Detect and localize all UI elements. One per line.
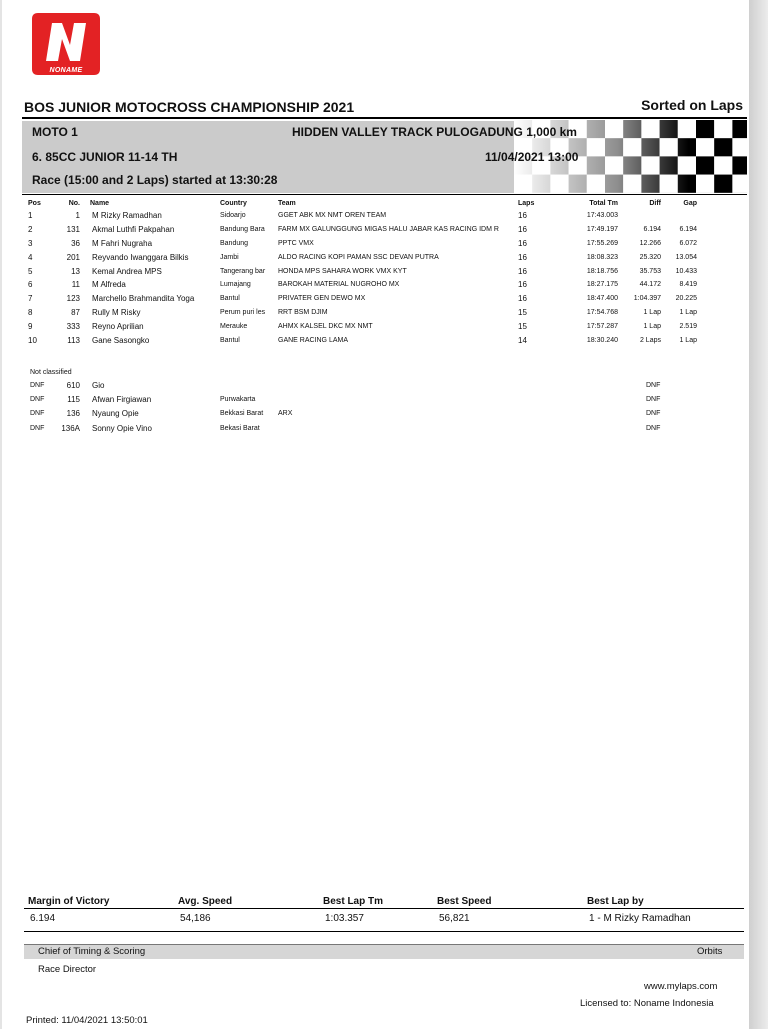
cell-country: Lumajang bbox=[220, 281, 251, 289]
cell-team: FARM MX GALUNGGUNG MIGAS HALU JABAR KAS RACING IDM R bbox=[278, 225, 499, 233]
cell-diff: 1 Lap bbox=[643, 309, 661, 317]
cell-pos: 3 bbox=[28, 238, 33, 248]
cell-name: Marchello Brahmandita Yoga bbox=[92, 294, 195, 304]
best-speed-value: 56,821 bbox=[439, 913, 470, 924]
nc-cell-no: 115 bbox=[67, 395, 80, 405]
table-row bbox=[22, 251, 747, 265]
table-row bbox=[22, 209, 747, 223]
cell-no: 87 bbox=[71, 308, 80, 318]
nc-cell-no: 136 bbox=[66, 409, 80, 419]
cell-laps: 14 bbox=[518, 336, 527, 346]
col-pos: Pos bbox=[28, 200, 41, 207]
cell-gap: 2.519 bbox=[679, 323, 697, 331]
col-laps: Laps bbox=[518, 200, 535, 207]
cell-no: 201 bbox=[66, 252, 80, 262]
cell-gap: 1 Lap bbox=[679, 337, 697, 345]
cell-laps: 16 bbox=[518, 224, 527, 234]
nc-cell-status: DNF bbox=[646, 396, 661, 404]
cell-country: Jambi bbox=[220, 253, 239, 261]
cell-name: M Fahri Nugraha bbox=[92, 238, 153, 248]
best-speed-label: Best Speed bbox=[437, 896, 492, 907]
race-director: Race Director bbox=[38, 964, 97, 975]
col-name: Name bbox=[90, 200, 110, 207]
cell-pos: 2 bbox=[28, 224, 33, 234]
margin-label: Margin of Victory bbox=[28, 896, 110, 907]
cell-name: M Alfreda bbox=[92, 280, 126, 290]
cell-country: Sidoarjo bbox=[220, 212, 246, 219]
cell-diff: 12.266 bbox=[639, 239, 661, 247]
cell-country: Bandung Bara bbox=[220, 225, 265, 233]
results-page bbox=[2, 0, 749, 1029]
cell-name: Gane Sasongko bbox=[92, 336, 150, 346]
cell-laps: 16 bbox=[518, 211, 527, 220]
orbits-label: Orbits bbox=[697, 946, 723, 957]
cell-total: 18:18.756 bbox=[586, 267, 618, 275]
race-info: Race (15:00 and 2 Laps) started at 13:30:28 bbox=[32, 173, 278, 187]
nc-cell-no: 136A bbox=[61, 423, 80, 433]
cell-pos: 7 bbox=[28, 294, 33, 304]
cell-diff: 25.320 bbox=[639, 253, 661, 261]
nc-cell-team: ARX bbox=[278, 410, 293, 418]
cell-total: 17:43.003 bbox=[586, 212, 618, 219]
cell-name: Kemal Andrea MPS bbox=[92, 266, 162, 276]
cell-pos: 6 bbox=[28, 280, 33, 290]
logo-text: NONAME bbox=[49, 67, 83, 74]
cell-diff: 1 Lap bbox=[643, 323, 661, 331]
nc-row bbox=[22, 379, 747, 393]
best-lap-value: 1:03.357 bbox=[325, 913, 364, 924]
not-classified-label: Not classified bbox=[30, 369, 72, 376]
table-row bbox=[22, 265, 747, 279]
cell-country: Merauke bbox=[220, 323, 248, 331]
table-row bbox=[22, 306, 747, 320]
col-gap: Gap bbox=[683, 200, 697, 207]
chief-of-timing: Chief of Timing & Scoring bbox=[38, 946, 146, 957]
cell-no: 131 bbox=[66, 224, 80, 234]
col-no: No. bbox=[68, 200, 80, 207]
cell-country: Perum puri les bbox=[220, 309, 266, 317]
cell-diff: 6.194 bbox=[643, 225, 661, 233]
best-lap-label: Best Lap Tm bbox=[323, 896, 384, 907]
nc-cell-pos: DNF bbox=[30, 424, 45, 432]
table-row bbox=[22, 237, 747, 251]
table-row bbox=[22, 278, 747, 292]
cell-team: BAROKAH MATERIAL NUGROHO MX bbox=[278, 281, 400, 289]
results-table bbox=[22, 198, 747, 348]
cell-country: Bantul bbox=[220, 337, 240, 345]
class-name: 6. 85CC JUNIOR 11-14 TH bbox=[32, 150, 178, 164]
table-row bbox=[22, 334, 747, 348]
cell-total: 18:47.400 bbox=[586, 295, 618, 303]
cell-laps: 16 bbox=[518, 252, 527, 262]
cell-diff: 1:04.397 bbox=[633, 295, 661, 303]
best-lap-by-value: 1 - M Rizky Ramadhan bbox=[589, 913, 691, 924]
cell-team: ALDO RACING KOPI PAMAN SSC DEVAN PUTRA bbox=[278, 253, 439, 261]
col-country: Country bbox=[220, 200, 247, 207]
page-edge-shadow bbox=[749, 0, 768, 1029]
table-row bbox=[22, 320, 747, 334]
cell-name: Rully M Risky bbox=[92, 308, 141, 318]
sort-label: Sorted on Laps bbox=[641, 97, 743, 113]
cell-total: 18:27.175 bbox=[586, 281, 618, 289]
cell-diff: 35.753 bbox=[639, 267, 661, 275]
margin-value: 6.194 bbox=[30, 913, 56, 924]
cell-gap: 10.433 bbox=[675, 267, 697, 275]
cell-pos: 10 bbox=[28, 336, 37, 346]
race-date: 11/04/2021 13:00 bbox=[485, 150, 579, 164]
results-body bbox=[22, 209, 747, 348]
nc-cell-no: 610 bbox=[66, 381, 80, 390]
cell-team: PRIVATER GEN DEWO MX bbox=[278, 295, 366, 303]
cell-gap: 6.072 bbox=[679, 239, 697, 247]
cell-team: HONDA MPS SAHARA WORK VMX KYT bbox=[278, 267, 407, 275]
nc-cell-name: Gio bbox=[92, 381, 105, 390]
cell-country: Tangerang bar bbox=[220, 267, 266, 275]
cell-diff: 2 Laps bbox=[639, 337, 661, 345]
cell-no: 123 bbox=[66, 294, 80, 304]
header-rule bbox=[22, 117, 747, 119]
cell-pos: 1 bbox=[28, 211, 33, 220]
best-lap-by-label: Best Lap by bbox=[587, 896, 644, 907]
cell-laps: 15 bbox=[518, 308, 527, 318]
cell-pos: 5 bbox=[28, 266, 33, 276]
nc-cell-country: Bekasi Barat bbox=[220, 424, 260, 432]
cell-laps: 16 bbox=[518, 280, 527, 290]
cell-laps: 16 bbox=[518, 266, 527, 276]
col-diff: Diff bbox=[649, 200, 661, 207]
track-name: HIDDEN VALLEY TRACK PULOGADUNG 1,000 km bbox=[292, 125, 577, 139]
nc-cell-pos: DNF bbox=[30, 396, 45, 404]
not-classified-table bbox=[22, 379, 747, 436]
cell-total: 17:54.768 bbox=[586, 309, 618, 317]
cell-no: 333 bbox=[66, 322, 80, 332]
cell-gap: 13.054 bbox=[675, 253, 697, 261]
noname-logo bbox=[30, 11, 102, 77]
nc-cell-status: DNF bbox=[646, 410, 661, 418]
cell-pos: 8 bbox=[28, 308, 33, 318]
nc-cell-pos: DNF bbox=[30, 410, 45, 418]
cell-laps: 15 bbox=[518, 322, 527, 332]
cell-total: 17:55.269 bbox=[586, 239, 618, 247]
nc-row bbox=[22, 393, 747, 407]
cell-total: 17:57.287 bbox=[586, 323, 618, 331]
cell-name: Reyno Aprilian bbox=[92, 322, 144, 332]
table-header bbox=[22, 198, 747, 209]
nc-cell-name: Afwan Firgiawan bbox=[92, 395, 152, 405]
cell-team: GGET ABK MX NMT OREN TEAM bbox=[278, 212, 387, 219]
nc-row bbox=[22, 422, 747, 436]
nc-cell-name: Sonny Opie Vino bbox=[92, 423, 152, 433]
cell-team: PPTC VMX bbox=[278, 239, 314, 247]
summary-rule bbox=[24, 908, 744, 909]
cell-team: AHMX KALSEL DKC MX NMT bbox=[278, 323, 373, 331]
cell-gap: 6.194 bbox=[679, 225, 697, 233]
col-total: Total Tm bbox=[589, 200, 618, 207]
avg-speed-label: Avg. Speed bbox=[178, 896, 233, 907]
nc-row bbox=[22, 407, 747, 421]
cell-no: 1 bbox=[75, 211, 80, 220]
nc-cell-status: DNF bbox=[646, 382, 661, 389]
cell-team: GANE RACING LAMA bbox=[278, 337, 349, 345]
cell-laps: 16 bbox=[518, 238, 527, 248]
cell-name: Akmal Luthfi Pakpahan bbox=[92, 224, 175, 234]
cell-total: 18:08.323 bbox=[586, 253, 618, 261]
cell-pos: 4 bbox=[28, 252, 33, 262]
cell-no: 11 bbox=[71, 280, 80, 290]
nc-cell-status: DNF bbox=[646, 424, 661, 432]
nc-cell-pos: DNF bbox=[30, 382, 45, 389]
avg-speed-value: 54,186 bbox=[180, 913, 211, 924]
page-title: BOS JUNIOR MOTOCROSS CHAMPIONSHIP 2021 bbox=[24, 99, 355, 115]
cell-diff: 44.172 bbox=[639, 281, 661, 289]
nc-cell-country: Bekkasi Barat bbox=[220, 410, 264, 418]
cell-no: 13 bbox=[71, 266, 80, 276]
table-row bbox=[22, 292, 747, 306]
cell-gap: 8.419 bbox=[679, 281, 697, 289]
cell-laps: 16 bbox=[518, 294, 527, 304]
licensed-to: Licensed to: Noname Indonesia bbox=[580, 998, 714, 1009]
cell-no: 113 bbox=[67, 336, 80, 346]
cell-no: 36 bbox=[71, 238, 80, 248]
cell-total: 18:30.240 bbox=[586, 337, 618, 345]
nc-cell-country: Purwakarta bbox=[220, 396, 256, 404]
nc-cell-name: Nyaung Opie bbox=[92, 409, 139, 419]
cell-gap: 20.225 bbox=[675, 295, 697, 303]
cell-country: Bantul bbox=[220, 295, 240, 303]
session-name: MOTO 1 bbox=[32, 125, 78, 139]
table-row bbox=[22, 223, 747, 237]
printed-time: Printed: 11/04/2021 13:50:01 bbox=[26, 1015, 148, 1026]
cell-team: RRT BSM DJIM bbox=[278, 309, 328, 317]
band-rule bbox=[22, 194, 747, 195]
col-team: Team bbox=[278, 200, 296, 207]
cell-name: M Rizky Ramadhan bbox=[92, 211, 162, 220]
cell-total: 17:49.197 bbox=[586, 225, 618, 233]
cell-gap: 1 Lap bbox=[679, 309, 697, 317]
cell-name: Reyvando Iwanggara Bilkis bbox=[92, 252, 189, 262]
website: www.mylaps.com bbox=[644, 981, 718, 992]
cell-country: Bandung bbox=[220, 239, 249, 247]
cell-pos: 9 bbox=[28, 322, 33, 332]
summary-rule-bottom bbox=[24, 931, 744, 932]
